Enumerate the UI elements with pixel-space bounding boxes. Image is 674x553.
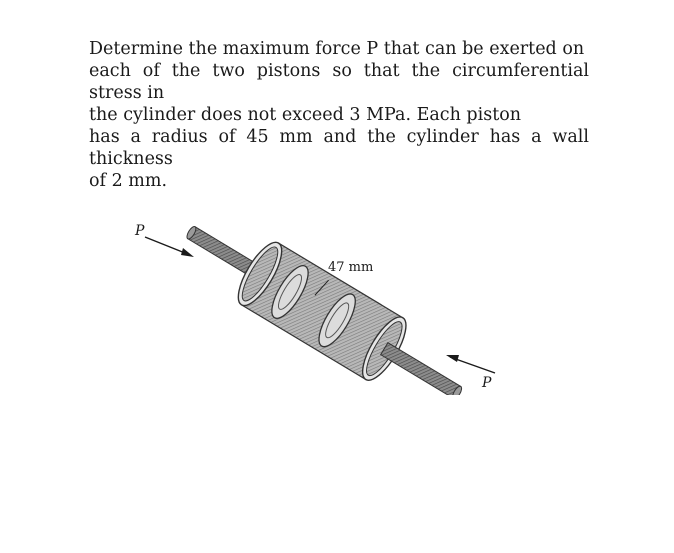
problem-line-3: the cylinder does not exceed 3 MPa. Each piston: [89, 105, 522, 125]
problem-statement: [89, 38, 589, 192]
force-arrow-right: [446, 355, 495, 373]
force-label-right: P: [482, 375, 492, 391]
cylinder-piston-figure: [120, 215, 520, 395]
problem-line-4: has a radius of 45 mm and the cylinder has a wall thickness: [89, 127, 589, 169]
dimension-label: 47 mm: [328, 260, 374, 275]
problem-line-2: each of the two pistons so that the circumferential stress in: [89, 61, 589, 103]
force-arrow-left: [145, 237, 194, 257]
force-label-left: P: [135, 223, 145, 239]
cylinder-diagram: [120, 215, 520, 395]
right-piston-rod: [381, 343, 461, 395]
problem-line-5: of 2 mm.: [89, 171, 168, 191]
problem-line-1: Determine the maximum force P that can be exerted on: [89, 39, 585, 59]
